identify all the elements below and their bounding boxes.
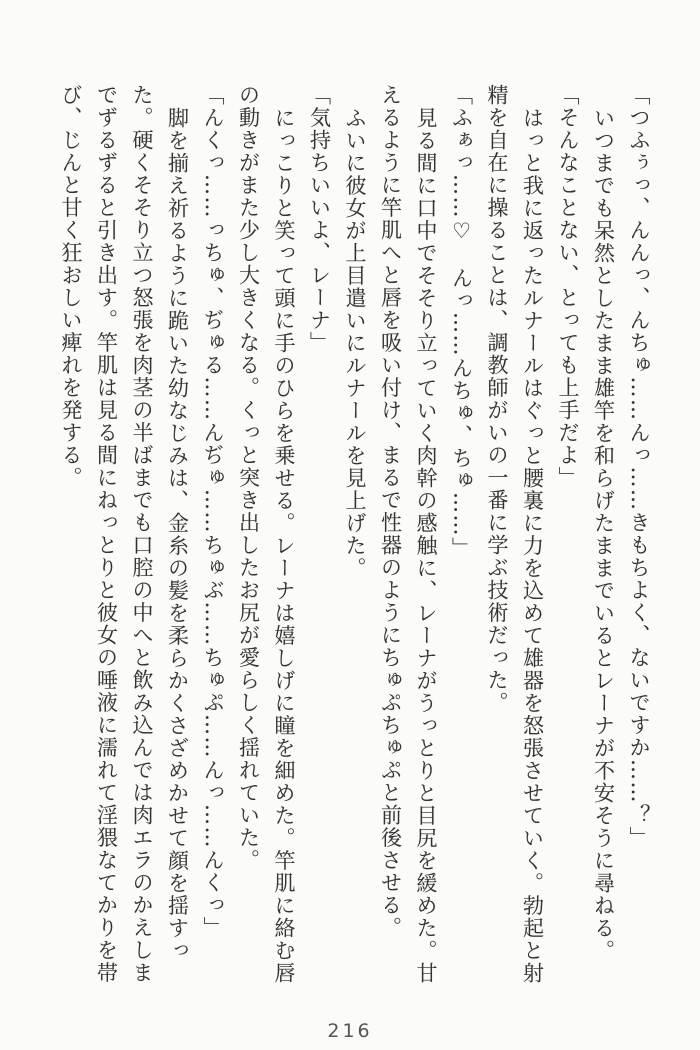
paragraph: ふいに彼女が上目遣いにルナールを見上げた。 <box>343 106 367 579</box>
paragraph: 「気持ちいいよ、レーナ」 <box>307 84 332 354</box>
paragraph: 「つふぅっ、んんっ、んちゅ……んっ……きもちよく、ないですか……？」 <box>627 84 651 849</box>
paragraph: 「ふぁっ……♡ んっ……んちゅ、ちゅ……」 <box>449 84 474 560</box>
page-text <box>53 84 657 990</box>
paragraph: 「そんなことない、とっても上手だよ」 <box>556 84 580 489</box>
paragraph: にっこりと笑って頭に手のひらを乗せる。レーナは嬉しげに瞳を細めた。竿肌に絡む唇の動きがまた少し大きくなる。くっと突き出したお尻が愛らしく揺れていた。 <box>236 84 296 984</box>
paragraph: 「んくっ……っちゅ、ぢゅる……んぢゅ……ちゅぶ……ちゅぷ……んっ……んくっ」 <box>201 84 225 939</box>
paragraph: いつまでも呆然としたまま雄竿を和らげたままでいるとレーナが不安そうに尋ねる。 <box>591 106 616 962</box>
paragraph: 見る間に口中でそそり立っていく肉幹の感触に、レーナがうっとりと目尻を緩めた。甘えるように竿肌へと唇を吸い付け、まるで性器のようにちゅぷちゅぷと前後させる。 <box>378 84 438 984</box>
paragraph: 脚を揃え祈るように跪いた幼なじみは、金糸の髪を柔らかくさざめかせて顔を揺すった。硬くそそり立つ怒張を肉茎の半ばまでも口腔の中へと飲み込んでは肉エラのかえしまでずるずると引き出す。竿肌は見る間にねっとりと彼女の唾液に濡れて淫猥なてかりを帯び、じんと甘く狂おしい痺れを発する。 <box>59 84 190 984</box>
page-number: 216 <box>327 1020 373 1042</box>
paragraph: はっと我に返ったルナールはぐっと腰裏に力を込めて雄器を怒張させていく。勃起と射精を自在に操ることは、調教師がいの一番に学ぶ技術だった。 <box>485 84 545 984</box>
